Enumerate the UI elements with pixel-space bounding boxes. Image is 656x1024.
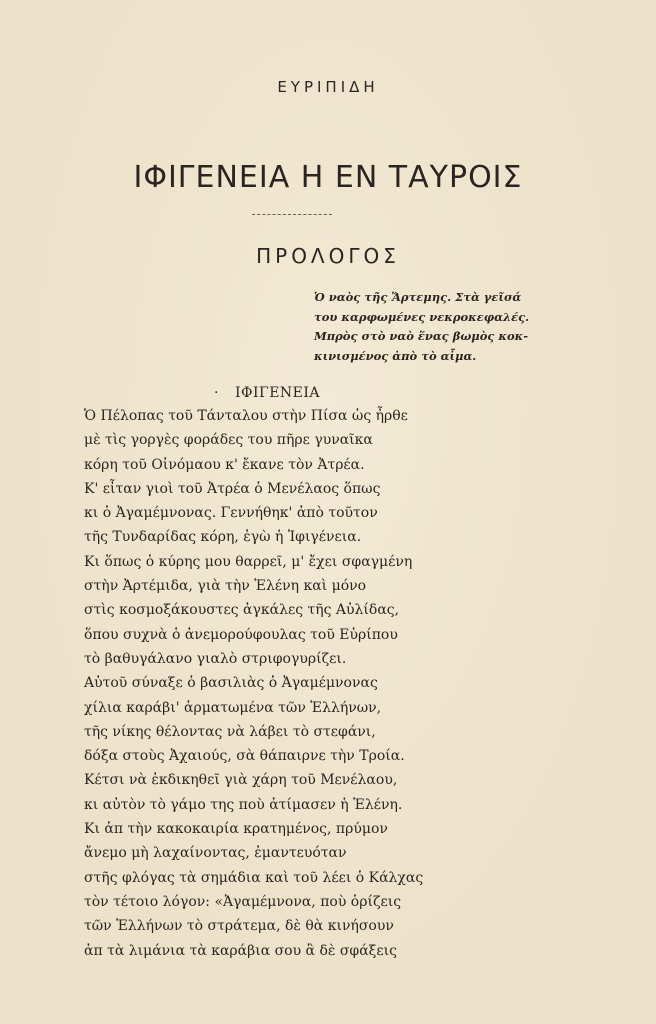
verse-line: στὴν Ἀρτέμιδα, γιὰ τὴν Ἑλένη καὶ μόνο — [84, 578, 367, 595]
verse-line: δόξα στοὺς Ἀχαιούς, σὰ θάπαιρνε τὴν Τροία. — [84, 748, 405, 765]
speaker-name: ΙΦΙΓΕΝΕΙΑ — [234, 385, 321, 401]
speaker-dot-icon: · — [214, 385, 219, 401]
verse-line: τὸν τέτοιο λόγον: «Ἀγαμέμνονα, ποὺ ὁρίζεις — [84, 893, 402, 910]
verse-line: τῆς Τυνδαρίδας κόρη, ἐγὼ ἡ Ἰφιγένεια. — [84, 529, 362, 546]
verse-line: κι αὐτὸν τὸ γάμο της ποὺ ἀτίμασεν ἡ Ἑλένη. — [84, 796, 403, 813]
verse-line: Ὁ Πέλοπας τοῦ Τάνταλου στὴν Πίσα ὡς ἦρθε — [84, 408, 408, 424]
section-heading: ΠΡΟΛΟΓΟΣ — [256, 244, 400, 268]
verse-line: Κι ἀπ τὴν κακοκαιρία κρατημένος, πρύμον — [84, 821, 388, 838]
verse-line: στῆς φλόγας τὰ σημάδια καὶ τοῦ λέει ὁ Κάλχας — [84, 869, 424, 886]
verse-line: κόρη τοῦ Οἰνόμαου κ' ἔκανε τὸν Ἀτρέα. — [84, 456, 365, 473]
speaker-label — [214, 385, 320, 401]
verse-line: ὅπου συχνὰ ὁ ἀνεμορούφουλας τοῦ Εὐρίπου — [84, 626, 398, 643]
verse-block — [84, 404, 484, 963]
verse-line: ἀπ τὰ λιμάνια τὰ καράβια σου ἂ δὲ σφάξεις — [84, 942, 397, 959]
verse-line: Αὐτοῦ σύναξε ὁ βασιλιὰς ὁ Ἀγαμέμνονας — [84, 675, 378, 692]
verse-line: στὶς κοσμοξάκουστες ἀγκάλες τῆς Αὐλίδας, — [84, 602, 400, 619]
stage-direction-line: του καρφωμένες νεκροκεφαλές. — [314, 309, 530, 324]
verse-line: μὲ τὶς γοργὲς φοράδες του πῆρε γυναῖκα — [84, 432, 373, 449]
stage-direction-line: Μπρὸς στὸ ναὸ ἕνας βωμὸς κοκ- — [314, 329, 529, 343]
stage-direction-line: κινισμένος ἀπὸ τὸ αἷμα. — [314, 348, 477, 363]
stage-direction-line: Ὁ ναὸς τῆς Ἄρτεμης. Στὰ γεῖσά — [314, 290, 522, 304]
verse-line: Κι ὅπως ὁ κύρης μου θαρρεῖ, μ' ἔχει σφαγμένη — [84, 553, 413, 570]
verse-line: τὸ βαθυγάλανο γιαλὸ στριφογυρίζει. — [84, 650, 347, 667]
verse-line: Κέτσι νὰ ἐκδικηθεῖ γιὰ χάρη τοῦ Μενέλαου, — [84, 772, 398, 789]
decorative-rule — [252, 214, 332, 215]
verse-line: ἄνεμο μὴ λαχαίνοντας, ἐμαντευόταν — [84, 845, 347, 862]
verse-line: τῶν Ἑλλήνων τὸ στράτεμα, δὲ θὰ κινήσουν — [84, 918, 394, 935]
play-title: ΙΦΙΓΕΝΕΙΑ Η ΕΝ ΤΑΥΡΟΙΣ — [133, 160, 523, 195]
verse-line: κι ὁ Ἀγαμέμνονας. Γεννήθηκ' ἀπὸ τοῦτον — [84, 505, 378, 522]
verse-line: Κ' εἶταν γιοὶ τοῦ Ἀτρέα ὁ Μενέλαος ὅπως — [84, 480, 381, 497]
stage-direction — [314, 288, 544, 366]
author-heading: ΕΥΡΙΠΙΔΗ — [277, 78, 379, 96]
verse-line: τῆς νίκης θέλοντας νὰ λάβει τὸ στεφάνι, — [84, 723, 376, 740]
verse-line: χίλια καράβι' ἀρματωμένα τῶν Ἑλλήνων, — [84, 699, 382, 716]
